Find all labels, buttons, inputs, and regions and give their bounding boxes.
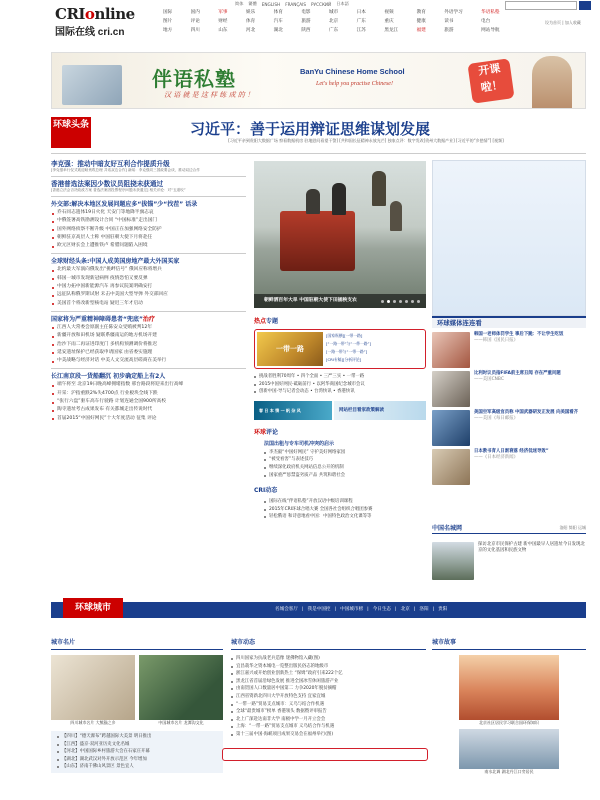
city-story	[432, 637, 586, 775]
list-item[interactable]: 【山东】济南千佛山风景区 景色宜人	[57, 763, 221, 771]
media-section	[432, 316, 586, 488]
news-item[interactable]: 韩国一城市发现新冠病例 疫情恐怕又要反弹	[51, 275, 246, 283]
hot-topics	[254, 316, 426, 521]
nav-link[interactable]: 外语学习	[444, 10, 463, 15]
nav-link[interactable]: 教育	[416, 10, 426, 15]
card-caption[interactable]: 四川城市名片 大熊猫之乡	[70, 720, 116, 725]
media-title: 美国空军高级官员称 中国武器研发正发展 向美国看齐	[474, 410, 579, 415]
hot-link-list	[326, 332, 371, 366]
separator: |	[413, 607, 416, 612]
news-item[interactable]: 开采：沪指重跌2%失4700点 行业板块全线下跌	[51, 390, 246, 398]
nav-link[interactable]: 重庆	[384, 19, 394, 24]
separator: |	[301, 607, 304, 612]
media-title: 环球媒体连连看	[432, 316, 586, 328]
list-item[interactable]: 【江西】盛京·双河亚历史文化名城	[57, 741, 221, 749]
slider-dot[interactable]	[417, 300, 420, 303]
belt-road-banner[interactable]: 一带一路	[257, 332, 323, 366]
nav-link[interactable]: 广东	[329, 28, 339, 33]
nav-link[interactable]: 汽车	[273, 19, 283, 24]
banner-slogan-cn: 汉 语 就 是 这 样 练 成 的 ！	[164, 91, 255, 99]
city-link[interactable]: 我是中国控	[307, 607, 331, 612]
story-image[interactable]	[459, 655, 559, 720]
promo-strip[interactable]	[254, 400, 426, 421]
nav-link[interactable]: 旅游	[301, 19, 311, 24]
media-title: 韩国一老师体罚学生 事后下跪：不让学生吃饭	[474, 332, 564, 337]
list-item[interactable]: 轻松俄语 和诗意地看中国：中国特色政治文化课等等	[264, 513, 426, 521]
story-title: 城市故事	[432, 637, 586, 650]
city-web-title: 中国名城网	[432, 525, 463, 532]
media-title: 日本教书育人日渐衰落 经济低迷导致”	[474, 449, 549, 454]
list-item[interactable]: 第十三届中国·海峡项目成果交易会在福州举行(图)	[231, 731, 426, 739]
city-link[interactable]: 北京	[400, 607, 410, 612]
banner-title-en: BanYu Chinese Home School	[300, 67, 405, 76]
city-link[interactable]: 洛阳	[419, 607, 429, 612]
headline-tag: 环球头条	[51, 117, 91, 148]
story-image[interactable]	[459, 729, 559, 769]
nav-link[interactable]: 健康	[416, 19, 426, 24]
city-card-image[interactable]	[139, 655, 223, 720]
list-item[interactable]: 【河北】中国国际乡村旅游大会在石家庄开幕	[57, 748, 221, 756]
story-caption[interactable]: 北京社区居民学习联合国环保知识	[479, 720, 539, 725]
hot-link[interactable]: [“一路一带”与“一带一路”]	[326, 341, 372, 346]
nav-link[interactable]: 国内	[190, 10, 200, 15]
story4[interactable]	[51, 257, 246, 266]
slider-dots[interactable]	[381, 300, 420, 303]
right-promo-box	[432, 160, 586, 316]
nav-link[interactable]: 评论	[190, 19, 200, 24]
cri-title: CRI动态	[254, 487, 278, 495]
nav-link[interactable]: 网站导航	[481, 28, 500, 33]
story4-title: 中国人成美国房地产最大外国买家	[89, 258, 180, 266]
nav-link[interactable]: 江苏	[356, 28, 366, 33]
media-item[interactable]	[432, 371, 586, 407]
slider-dot[interactable]	[381, 300, 384, 303]
separator: |	[432, 607, 435, 612]
laptop-photo	[62, 65, 122, 105]
news-item[interactable]: 端午将至 北京19日晚高峰拥堵指数 邢台路段将迎来出行高峰	[51, 381, 246, 389]
media-text	[474, 410, 578, 446]
nav-link[interactable]: 财经	[218, 19, 228, 24]
list-item[interactable]: 浙江嘉兴或开始创业创新热土 “保姆”政府引来222个亿	[231, 670, 426, 678]
media-source: ——韩国《国民日报》	[474, 338, 518, 344]
card-caption[interactable]: 中国城市名片 龙潭沟文化	[158, 720, 204, 725]
news-item[interactable]: 治沙下雨二再证进印度门 多机构预测调价将推迟	[51, 341, 246, 349]
nav-link[interactable]: 体育	[245, 19, 256, 24]
news-item[interactable]: 北约最大军演向俄发出“挑衅信号” 俄回应称将增兵	[51, 266, 246, 274]
news-item[interactable]: 国外网络侦察不断升级 中国正在加强网络安全防护	[51, 226, 246, 234]
lang-link[interactable]: 繁體	[248, 1, 257, 6]
media-source: ——《日本经济新闻》	[474, 455, 518, 461]
news-item[interactable]: 远征队称俄罗斯试射 未击中美国大型导弹 外交部回应	[51, 291, 246, 299]
news-item[interactable]: 新疆开放和田机场 疑联系疆南运的地方机场开建	[51, 332, 246, 340]
city-web-more[interactable]: 洛阳 简阳 运城	[559, 524, 586, 530]
list-item[interactable]: 国家重严惩禁盗劣质产品 共筑和谐社会	[264, 472, 426, 480]
main-nav	[163, 9, 513, 34]
list-item[interactable]: 【四川】“德天瀑布”跨越国际大美景 明日推出	[57, 733, 221, 741]
nav-link[interactable]: 旅游	[444, 28, 454, 33]
media-source: ——美国《每日邮报》	[474, 416, 518, 422]
list2	[51, 266, 246, 307]
center-photo-slider[interactable]	[254, 161, 426, 308]
list-item[interactable]: 李杰毅“中国好网民” 守护美好网络家园	[264, 449, 426, 457]
nav-link[interactable]: 电影	[301, 10, 311, 15]
photo-figure	[332, 183, 346, 215]
nav-link[interactable]: 广东	[356, 19, 366, 24]
nav-link[interactable]: 地方	[163, 28, 173, 33]
nav-link[interactable]: 城市	[329, 10, 339, 15]
city-photo	[432, 542, 474, 580]
city-link[interactable]: 贵阳	[438, 607, 448, 612]
list-item[interactable]: 江西省资新北四川大学开放特色支持 宜家宜城	[231, 693, 426, 701]
hot-list	[254, 373, 426, 396]
logo-subtitle: 国际在线 cri.cn	[55, 27, 125, 38]
list-item[interactable]: 全球“最贵城市”榜单 香港领头 数据暨评审报告	[231, 708, 426, 716]
language-bar	[235, 1, 349, 7]
hot-link[interactable]: [一路一带与“一带一路”]	[326, 349, 368, 354]
story-caption[interactable]: 南水北调 湖北丹江口旁居民	[484, 769, 534, 774]
list-item[interactable]: 国际在线“伴语私塾”开放汉语中级培训课程	[264, 498, 426, 506]
names-images	[51, 655, 223, 720]
headline-title[interactable]: 习近平：善于运用辩证思维谋划发展	[190, 120, 431, 138]
list-item[interactable]: 四川国家为抗战老兵造像 迷佛物馆入藏(图)	[231, 655, 426, 663]
headline-related[interactable]: [习近平亲到贵阳大数据广场 察看数据机房 驻地慰问看望干警] [共和国长征精神永放光芒] 独家点评：数字发改[贵州大数据产业] [习近平的“乡愁情”] [视频]	[228, 138, 504, 143]
slider-dot[interactable]	[405, 300, 408, 303]
banyu-ad-banner[interactable]	[51, 52, 586, 109]
story2[interactable]: 香港普选法案因少数议员阻挠未获通过	[51, 180, 164, 188]
banner-badge: 开课啦！	[467, 58, 514, 103]
story3[interactable]: 外交部:解决本地区发展问题应多“拔锚”少“找茬” 话录	[51, 201, 198, 208]
promo-left[interactable]: 春 日 本 情 一 帆 杂 风	[254, 401, 332, 420]
media-thumb	[432, 410, 470, 446]
nav-link[interactable]: 体育	[273, 10, 283, 15]
city-links	[275, 602, 447, 618]
nav-link[interactable]: 河北	[245, 28, 256, 33]
hot-title: 热点专题	[254, 318, 279, 325]
city-tag: 环球城市	[63, 598, 123, 618]
news-item[interactable]: 延安遗址保护已经获取申请国家 由省委实施理	[51, 349, 246, 357]
nav-link[interactable]: 娱乐	[245, 10, 256, 15]
city-link[interactable]: 中国城市榜	[340, 607, 364, 612]
comment-head[interactable]: 法国出租与专车司机冲突的启示	[264, 440, 335, 447]
nav-link[interactable]: 陕西	[301, 28, 311, 33]
photo-machine	[280, 211, 355, 271]
banner-slogan-en: Let's help you practise Chinese!	[316, 81, 393, 87]
left-news-column	[51, 160, 246, 423]
lang-link[interactable]: РУССКИЙ	[311, 1, 332, 7]
list-item[interactable]: 北上广深赴达南非大学 南极中学一月开立会会	[231, 716, 426, 724]
lang-link[interactable]: 日本語	[336, 1, 349, 6]
media-source: ——美国CNBC	[474, 377, 504, 383]
promo-right[interactable]: 网站栏目看家政策解读	[334, 401, 426, 420]
separator: |	[395, 607, 397, 612]
nav-link[interactable]: 福建	[416, 28, 426, 33]
media-item[interactable]	[432, 410, 586, 446]
city-names	[51, 637, 223, 773]
media-thumb	[432, 449, 470, 485]
media-item[interactable]	[432, 332, 586, 368]
list-item[interactable]: 由南贺国人口数量居中国第二 力争2020年脱贫摘帽	[231, 685, 426, 693]
news-item[interactable]: 朝鲜驻京高层人士称 中国驻朝大使下月将赴任	[51, 234, 246, 242]
news-item[interactable]: 江西人大常委会原副主任陈安众受贿被判12年	[51, 324, 246, 332]
lang-link[interactable]: FRANÇAIS	[285, 1, 307, 7]
top-story[interactable]: 李克强：推动中暗友好互利合作提质升级	[51, 160, 170, 168]
names-title: 城市名片	[51, 637, 223, 650]
list1	[51, 209, 246, 250]
city-link[interactable]: 名城会客厅	[275, 607, 298, 612]
nav-link[interactable]: 电台	[481, 19, 491, 24]
site-logo[interactable]	[55, 6, 150, 40]
search-button[interactable]	[579, 1, 591, 10]
slider-dot[interactable]	[399, 300, 402, 303]
nav-link[interactable]: 湖北	[273, 28, 283, 33]
story6[interactable]: 长江南京段一货船翻沉 初步确定船上有2人	[51, 373, 166, 381]
news-item[interactable]: 中国力拓中国新能源汽车 再参议院案明确安打	[51, 283, 246, 291]
photo-caption[interactable]: 朝鲜洒百年大旱 中国驻朝大使下田插秧支农	[254, 294, 426, 308]
news-item[interactable]: 陶寺遗址考古成果发布 有关都城走出传说时代	[51, 406, 246, 414]
banner-title: 伴语私塾	[152, 67, 236, 91]
photo-figure	[306, 189, 320, 214]
homepage-links[interactable]: 设为首页 | 加入收藏	[545, 20, 581, 25]
hot-link[interactable]: [CRI专稿][分析评论]	[326, 357, 362, 362]
highlight-box	[222, 748, 428, 761]
logo-wordmark: CRIonline	[55, 5, 135, 23]
card-list	[51, 731, 223, 773]
hot-link[interactable]: [国家纵横][一带一路]	[326, 333, 363, 338]
media-text	[474, 371, 561, 407]
list-item[interactable]: “一带一路”贸易支点城市：义乌与结合作机遇	[231, 701, 426, 709]
hot-highlight-box[interactable]	[254, 329, 426, 369]
list-item[interactable]: 挑战者胜利70周年 • 四个全面 • 三严三实 • 一带一路	[254, 373, 426, 381]
list-item[interactable]: 继续深化政府机关网站信息公开的机制	[264, 464, 426, 472]
slider-dot[interactable]	[393, 300, 396, 303]
news-item[interactable]: 欧元区财长会上遭推铁卢 希腊问题陷入困境	[51, 242, 246, 250]
list-item[interactable]: 2015年CRI环球合唱大赛 全国各社会组织合唱团参赛	[264, 506, 426, 514]
nav-link[interactable]: 黑龙江	[384, 28, 399, 33]
city-card-image[interactable]	[51, 655, 135, 720]
city-text: 探访北京市民保护古建 新中国最早人居遗址今日发现北京的文化基因和民族文物	[478, 542, 585, 554]
list-item[interactable]: 创新中国·导与记者会动态 • 台湾快讯 • 香港快讯	[254, 388, 426, 396]
nav-link[interactable]: 北京	[329, 19, 339, 24]
photo-figure	[390, 201, 402, 231]
comment-title: 环球评论	[254, 428, 279, 436]
list-item[interactable]: 【湖北】湖北武汉对外开放示范区 今年增加	[57, 756, 221, 764]
nav-link[interactable]: 图片	[163, 19, 173, 24]
list4	[51, 381, 246, 422]
media-title: 比利时议员指FIFA前主席丑闻 存在严重问题	[474, 371, 561, 376]
list-item[interactable]: 上海：“一带一路”贸易支点城市 义乌结合作与机遇	[231, 723, 426, 731]
slider-dot[interactable]	[387, 300, 390, 303]
nav-link[interactable]: 读书	[444, 19, 454, 24]
cri-list	[254, 498, 426, 521]
comment-list	[254, 449, 426, 479]
media-item[interactable]	[432, 449, 586, 485]
story4-prefix: 全球财经头条:	[51, 258, 90, 266]
nav-link[interactable]: 四川	[190, 28, 200, 33]
city-news-list	[231, 655, 426, 739]
nav-link[interactable]: 山东	[218, 28, 228, 33]
list-item[interactable]: 宜昌栽华之资本城电一览整出版民俗志的地级市	[231, 663, 426, 671]
news-item[interactable]: 首届2015“中国好网民”十大年度活动 征集 评论	[51, 415, 246, 423]
banner-model-photo	[532, 56, 572, 109]
media-thumb	[432, 332, 470, 368]
lang-link[interactable]: 简体	[235, 1, 244, 6]
nav-link[interactable]: 视频	[384, 10, 394, 15]
media-thumb	[432, 371, 470, 407]
media-text	[474, 449, 549, 485]
story5-suffix: 治疗	[142, 315, 155, 323]
story2-sub[interactable]: [香港立法会否决政改方案 普选法案因投票程序问题未获通过] 相关评论：对“五道坎”	[51, 188, 186, 192]
separator: |	[367, 607, 369, 612]
media-text	[474, 332, 563, 368]
news-item[interactable]: 中美战略与经济对话 中美人文交流高层磋商在美举行	[51, 357, 246, 365]
city-web-section	[432, 522, 586, 583]
news-item[interactable]: 中俄签署高铁勘测设计合同 “中国标准”走出国门	[51, 217, 246, 225]
separator: |	[334, 607, 337, 612]
city-web-header	[432, 522, 586, 534]
slider-dot[interactable]	[411, 300, 414, 303]
nav-link[interactable]: 华语私塾	[481, 10, 500, 15]
city-news	[231, 637, 426, 739]
nav-link[interactable]: 国际	[163, 10, 173, 15]
list-item[interactable]: 2015中国好网民·砥砺前行 • 以阿华商国纪念城市会议	[254, 381, 426, 389]
nav-link[interactable]: 日本	[356, 10, 366, 15]
story5[interactable]	[51, 315, 246, 324]
photo-figure	[372, 171, 386, 206]
list-item[interactable]: “被受看害”与表述技巧	[264, 456, 426, 464]
names-captions	[51, 720, 223, 726]
top-story-sub[interactable]: [李克强举行仪式欢迎暗贵埃总理 共话双边合作] 新闻：李克强同三国政要会谈，推动双边合作	[51, 168, 200, 172]
news-title: 城市动态	[231, 637, 426, 650]
search-input[interactable]	[505, 1, 577, 10]
city-web-item[interactable]	[432, 542, 586, 580]
news-item[interactable]: 乔石同志遗体19日火化 天安门等地降半旗志哀	[51, 209, 246, 217]
city-link[interactable]: 今日生态	[372, 607, 392, 612]
news-item[interactable]: “张行六盘”驱车高车行驶路 计划连通全国900所高校	[51, 398, 246, 406]
list-item[interactable]: 黑龙江省首届沿绿色发展 推进全国冰雪休闲旅游产业	[231, 678, 426, 686]
story5-title: 国家将为严重精神障碍患者“兜底”	[51, 315, 143, 323]
lang-link[interactable]: ENGLISH	[261, 1, 281, 7]
list3	[51, 324, 246, 365]
nav-link[interactable]: 军事	[218, 10, 228, 15]
news-item[interactable]: 美国首个将改新型核电站 疑迟三年才启动	[51, 300, 246, 308]
